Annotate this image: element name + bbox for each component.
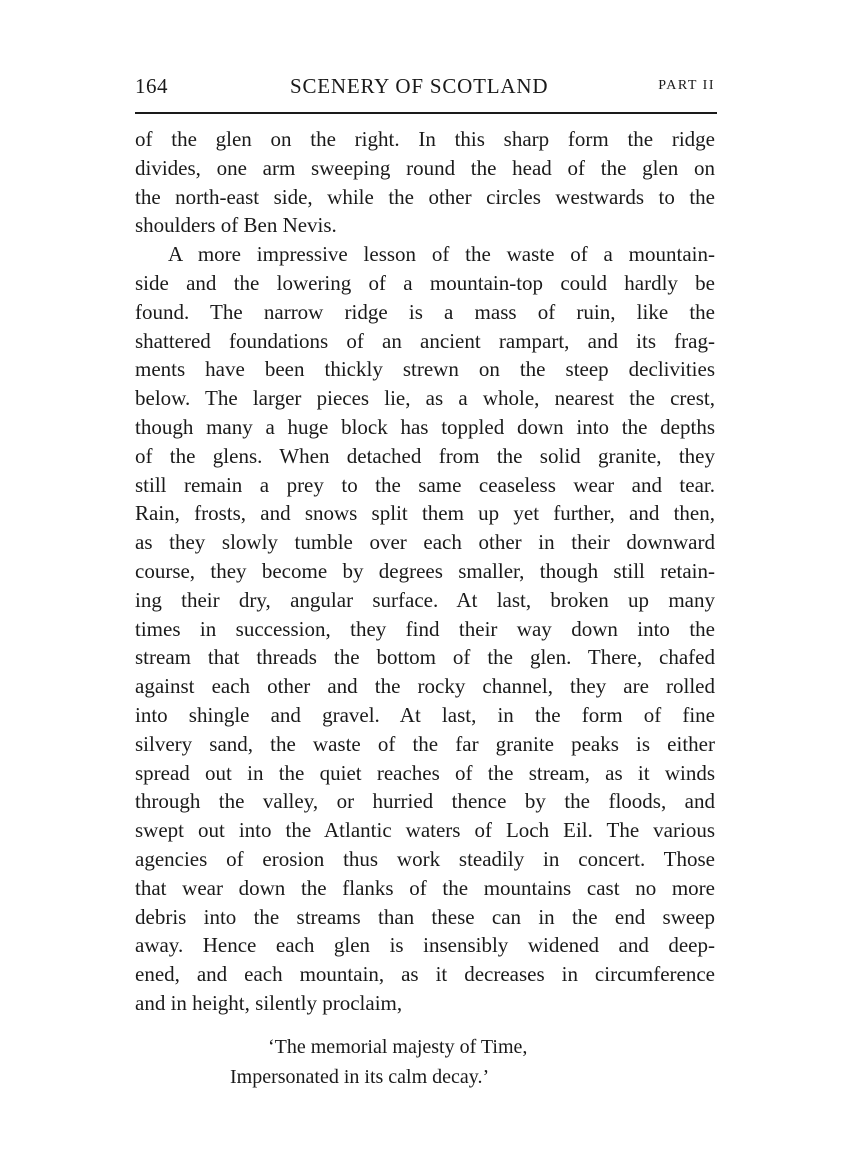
text-line: against each other and the rocky channel, they are rolled — [135, 674, 715, 699]
text-line: course, they become by degrees smaller, though still retain- — [135, 558, 715, 583]
text-line: times in succession, they find their way down into the — [135, 616, 715, 641]
text-line: that wear down the flanks of the mountains cast no more — [135, 875, 715, 900]
text-line: shoulders of Ben Nevis. — [135, 213, 337, 238]
text-line: stream that threads the bottom of the glen. There, chafed — [135, 645, 715, 670]
part-label: PART II — [658, 78, 715, 93]
paragraph-1 — [135, 125, 715, 240]
paragraph-2 — [135, 240, 715, 1018]
text-line: silvery sand, the waste of the far granite peaks is either — [135, 731, 715, 756]
text-line: divides, one arm sweeping round the head of the glen on — [135, 155, 715, 180]
text-line: still remain a prey to the same ceaseless wear and tear. — [135, 472, 715, 497]
text-line: away. Hence each glen is insensibly widened and deep- — [135, 933, 715, 958]
text-line: spread out in the quiet reaches of the stream, as it winds — [135, 760, 715, 785]
quotation-line: ‘The memorial majesty of Time, — [268, 1036, 528, 1058]
page-number: 164 — [135, 74, 168, 98]
text-line: ments have been thickly strewn on the steep declivities — [135, 357, 715, 382]
text-line: of the glen on the right. In this sharp form the ridge — [135, 127, 715, 151]
text-line: found. The narrow ridge is a mass of ruin, like the — [135, 299, 715, 324]
text-line: through the valley, or hurried thence by the floods, and — [135, 789, 715, 814]
text-line: ened, and each mountain, as it decreases in circumference — [135, 962, 715, 987]
text-line: and in height, silently proclaim, — [135, 990, 403, 1015]
text-line: debris into the streams than these can in the end sweep — [135, 904, 715, 929]
text-line: agencies of erosion thus work steadily in concert. Those — [135, 846, 715, 871]
text-line: side and the lowering of a mountain-top could hardly be — [135, 270, 715, 295]
text-line: shattered foundations of an ancient rampart, and its frag- — [135, 328, 715, 353]
text-line: swept out into the Atlantic waters of Loch Eil. The various — [135, 818, 715, 843]
text-line: Rain, frosts, and snows split them up yet further, and then, — [135, 501, 715, 526]
text-line: into shingle and gravel. At last, in the form of fine — [135, 702, 715, 727]
header-rule — [135, 112, 717, 114]
text-line: A more impressive lesson of the waste of a mountain- — [168, 242, 715, 267]
text-line: as they slowly tumble over each other in their downward — [135, 530, 715, 555]
running-head — [135, 70, 717, 100]
verse-quotation — [230, 1032, 527, 1092]
quotation-line: Impersonated in its calm decay.’ — [230, 1066, 490, 1088]
text-line: the north-east side, while the other circles westwards to the — [135, 184, 715, 209]
body-text — [135, 125, 715, 1018]
text-line: of the glens. When detached from the solid granite, they — [135, 443, 715, 468]
text-line: though many a huge block has toppled down into the depths — [135, 414, 715, 439]
text-line: ing their dry, angular surface. At last, broken up many — [135, 587, 715, 612]
running-title: SCENERY OF SCOTLAND — [290, 74, 549, 98]
text-line: below. The larger pieces lie, as a whole, nearest the crest, — [135, 386, 715, 411]
